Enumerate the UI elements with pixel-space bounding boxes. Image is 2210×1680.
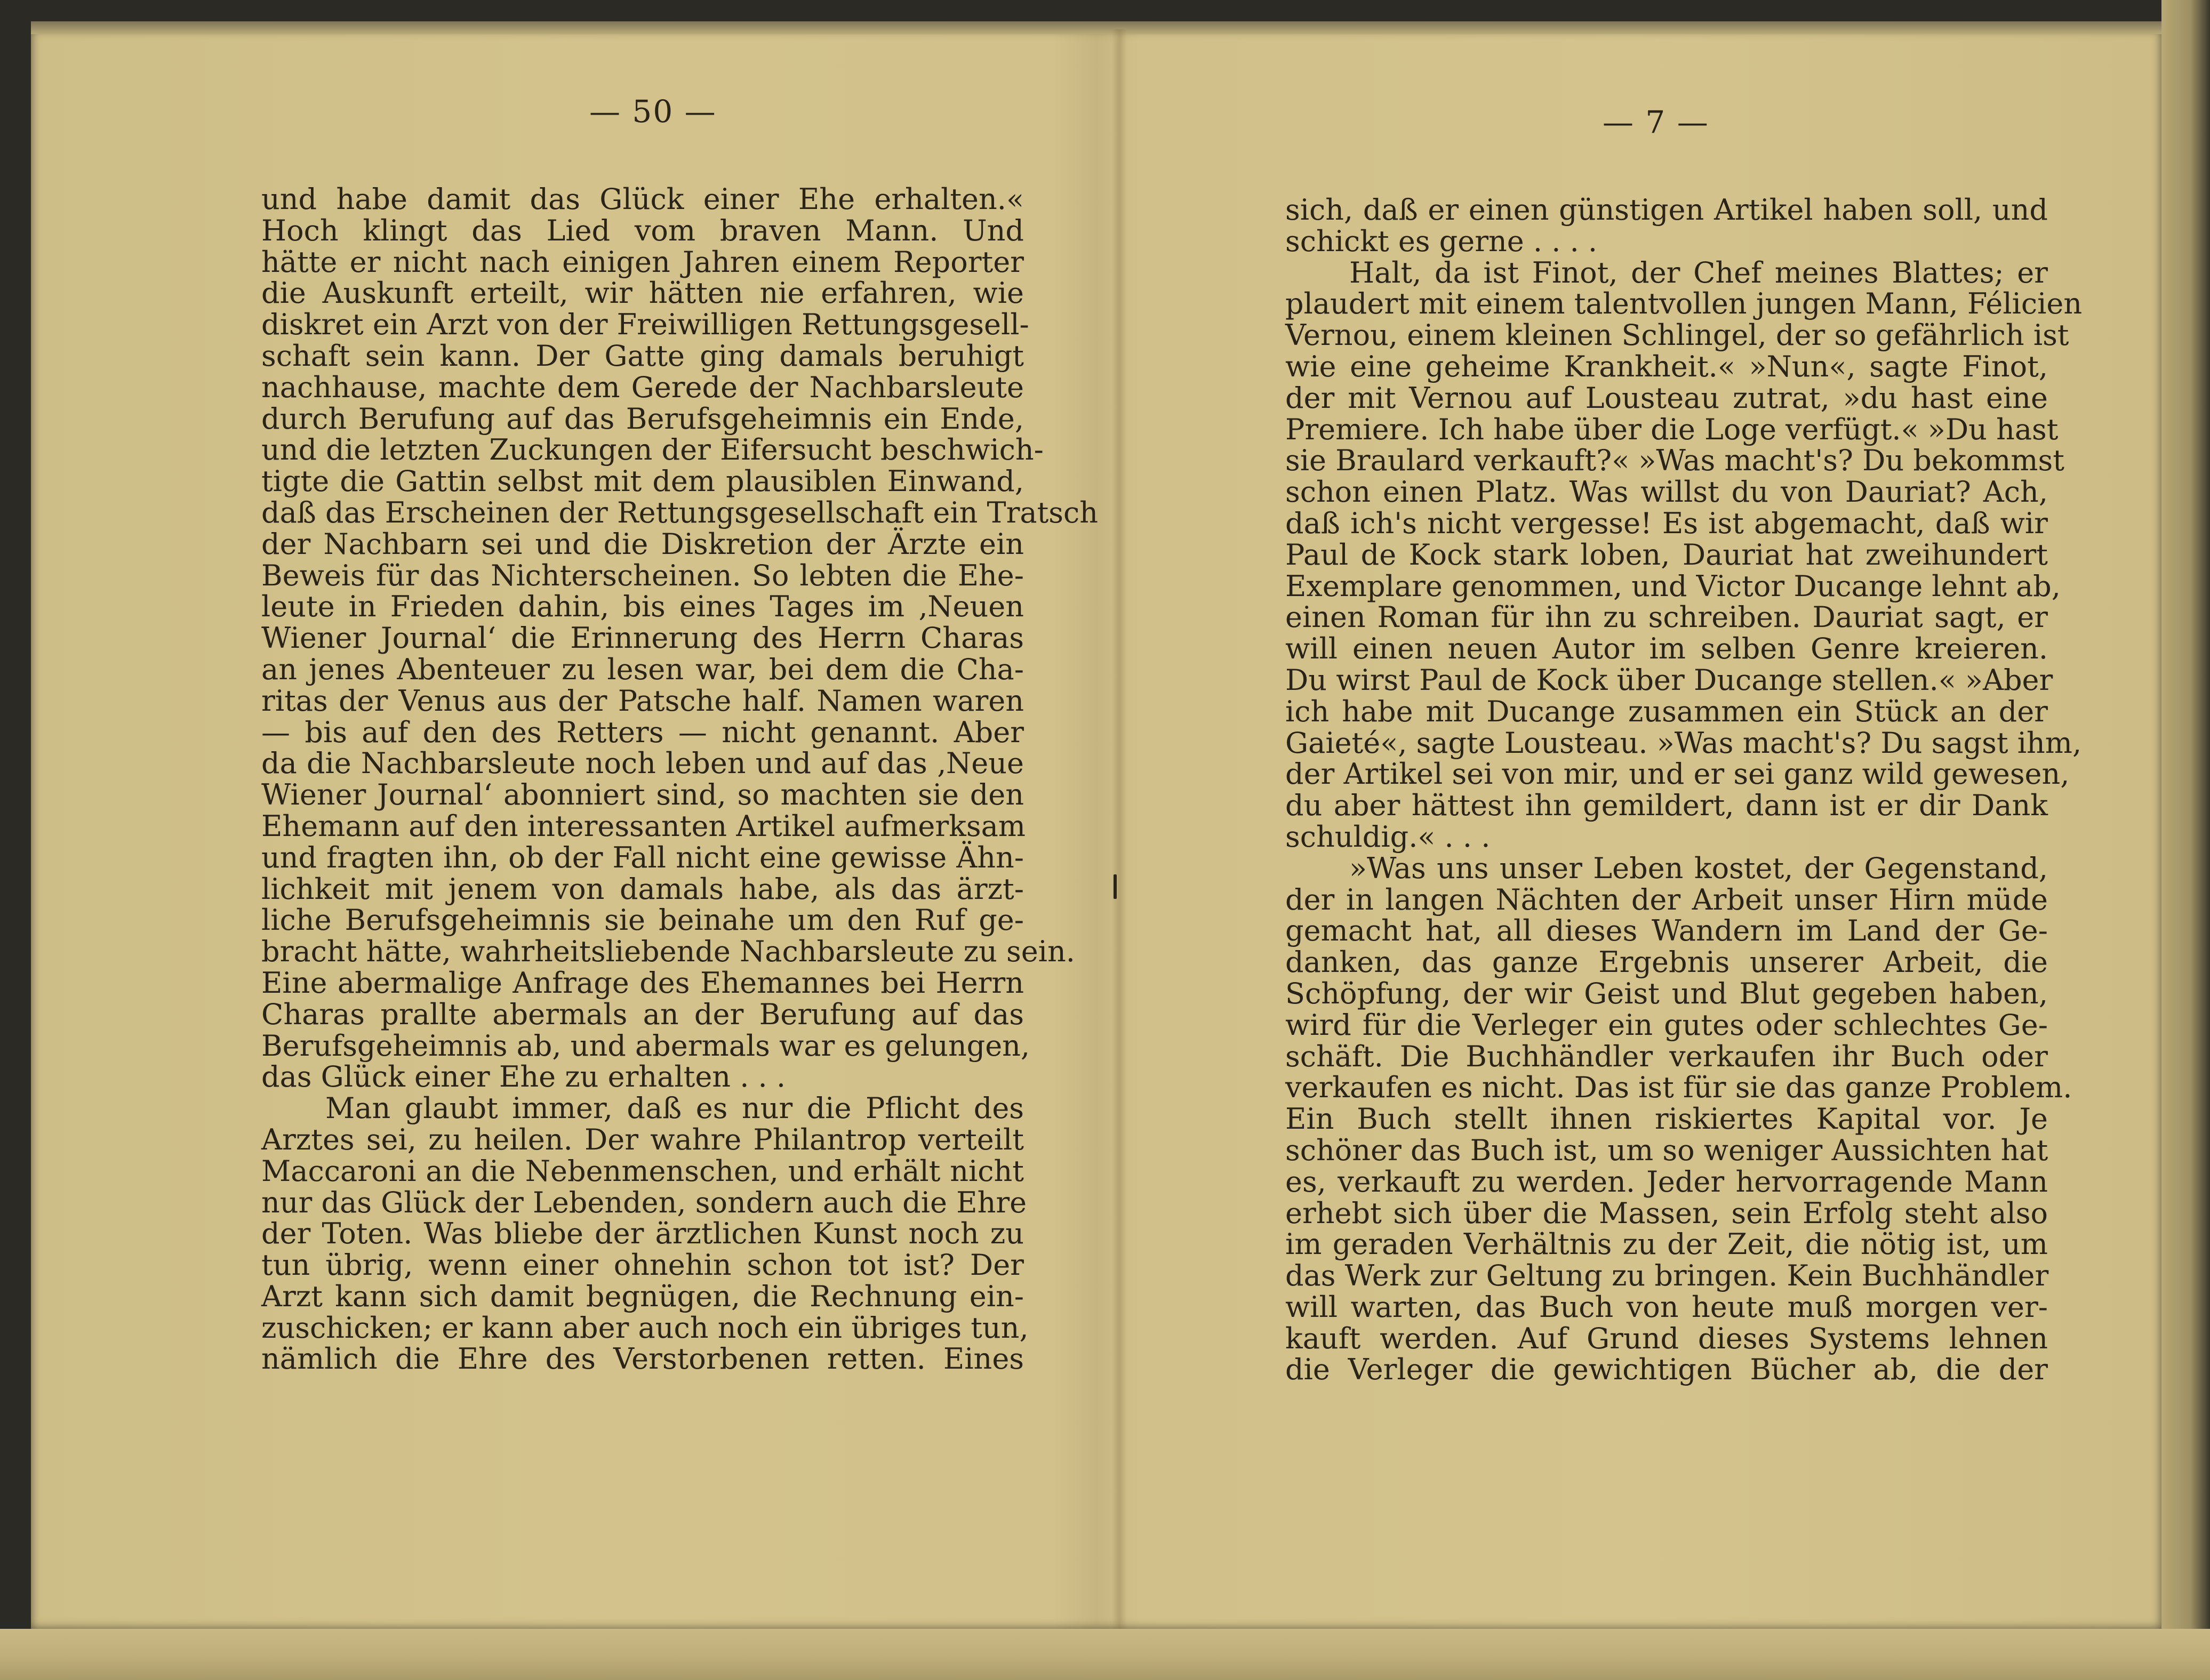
text-line: — bis auf den des Retters — nicht genannt. Aber: [261, 715, 1024, 749]
text-line: Beweis für das Nichterscheinen. So lebten die Ehe-: [261, 558, 1024, 592]
text-line: verkaufen es nicht. Das ist für sie das ganze Problem.: [1285, 1071, 2072, 1105]
text-line: Ehemann auf den interessanten Artikel aufmerksam: [261, 809, 1026, 843]
text-line: ich habe mit Ducange zusammen ein Stück an der: [1285, 694, 2048, 728]
text-line: an jenes Abenteuer zu lesen war, bei dem die Cha-: [261, 652, 1024, 686]
text-line: Du wirst Paul de Kock über Ducange stellen.« »Aber: [1285, 663, 2053, 697]
left-page-text: [261, 182, 1099, 1376]
text-line: hätte er nicht nach einigen Jahren einem Reporter: [261, 245, 1024, 279]
text-line: Man glaubt immer, daß es nur die Pflicht des: [325, 1091, 1024, 1126]
book-gutter: [1112, 29, 1127, 1629]
text-line: der Toten. Was bliebe der ärztlichen Kunst noch zu: [261, 1217, 1024, 1251]
text-line: schuldig.« . . .: [1285, 819, 1491, 854]
text-line: daß das Erscheinen der Rettungsgesellschaft ein Tratsch: [261, 495, 1099, 529]
text-line: schaft sein kann. Der Gatte ging damals beruhigt: [261, 339, 1024, 373]
text-line: durch Berufung auf das Berufsgeheimnis ein Ende,: [261, 401, 1024, 436]
right-page-number: — 7 —: [1603, 104, 1709, 140]
text-line: sie Braulard verkauft?« »Was macht's? Du bekommst: [1285, 444, 2064, 478]
text-line: leute in Frieden dahin, bis eines Tages im ‚Neuen: [261, 590, 1024, 624]
text-line: liche Berufsgeheimnis sie beinahe um den Ruf ge-: [261, 903, 1024, 937]
text-line: der in langen Nächten der Arbeit unser Hirn müde: [1285, 882, 2048, 917]
text-line: lichkeit mit jenem von damals habe, als das ärzt-: [261, 872, 1024, 906]
text-line: das Werk zur Geltung zu bringen. Kein Buchhändler: [1285, 1259, 2049, 1293]
text-line: Arzt kann sich damit begnügen, die Rechnung ein-: [261, 1279, 1024, 1313]
right-page-edge: [2161, 0, 2210, 1680]
text-line: im geraden Verhältnis zu der Zeit, die nötig ist, um: [1285, 1227, 2048, 1261]
left-page-number: — 50 —: [589, 93, 717, 130]
text-line: Exemplare genommen, und Victor Ducange lehnt ab,: [1285, 569, 2061, 603]
text-line: es, verkauft zu werden. Jeder hervorragende Mann: [1285, 1164, 2048, 1199]
gutter-mark: [1114, 874, 1117, 899]
text-line: Premiere. Ich habe über die Loge verfügt.« »Du hast: [1285, 412, 2059, 446]
bottom-page-edge: [0, 1629, 2210, 1680]
text-line: schöner das Buch ist, um so weniger Aussichten hat: [1285, 1133, 2048, 1167]
text-line: schickt es gerne . . . .: [1285, 224, 1598, 258]
text-line: kauft werden. Auf Grund dieses Systems lehnen: [1285, 1321, 2048, 1355]
text-line: schäft. Die Buchhändler verkaufen ihr Buch oder: [1285, 1039, 2048, 1073]
text-line: Wiener Journal‘ abonniert sind, so machten sie den: [261, 778, 1024, 812]
text-line: Charas prallte abermals an der Berufung auf das: [261, 997, 1024, 1031]
text-line: Eine abermalige Anfrage des Ehemannes bei Herrn: [261, 966, 1024, 1000]
text-line: erhebt sich über die Massen, sein Erfolg steht also: [1285, 1196, 2048, 1230]
text-line: Maccaroni an die Nebenmenschen, und erhält nicht: [261, 1154, 1024, 1188]
text-line: diskret ein Arzt von der Freiwilligen Rettungsgesell-: [261, 308, 1029, 342]
text-line: wie eine geheime Krankheit.« »Nun«, sagte Finot,: [1285, 349, 2048, 383]
text-line: Ein Buch stellt ihnen riskiertes Kapital vor. Je: [1285, 1102, 2048, 1136]
text-line: einen Roman für ihn zu schreiben. Dauriat sagt, er: [1285, 600, 2048, 634]
text-line: Schöpfung, der wir Geist und Blut gegeben haben,: [1285, 976, 2048, 1010]
text-line: daß ich's nicht vergesse! Es ist abgemacht, daß wir: [1285, 506, 2048, 540]
text-line: nämlich die Ehre des Verstorbenen retten. Eines: [261, 1342, 1024, 1376]
text-line: plaudert mit einem talentvollen jungen Mann, Félicien: [1285, 287, 2083, 321]
text-line: schon einen Platz. Was willst du von Dauriat? Ach,: [1285, 475, 2048, 509]
text-line: Arztes sei, zu heilen. Der wahre Philantrop verteilt: [261, 1122, 1024, 1156]
text-line: Hoch klingt das Lied vom braven Mann. Und: [261, 213, 1024, 247]
text-line: Wiener Journal‘ die Erinnerung des Herrn Charas: [261, 621, 1024, 655]
text-line: du aber hättest ihn gemildert, dann ist er dir Dank: [1285, 789, 2048, 823]
text-line: und die letzten Zuckungen der Eifersucht beschwich-: [261, 433, 1044, 467]
text-line: will einen neuen Autor im selben Genre kreieren.: [1285, 632, 2048, 666]
text-line: der Artikel sei von mir, und er sei ganz wild gewesen,: [1285, 757, 2070, 791]
text-line: der Nachbarn sei und die Diskretion der Ärzte ein: [261, 527, 1024, 561]
text-line: Halt, da ist Finot, der Chef meines Blattes; er: [1349, 255, 2048, 290]
right-page-text: [1285, 193, 2083, 1387]
text-line: nur das Glück der Lebenden, sondern auch die Ehre: [261, 1185, 1027, 1219]
text-line: Paul de Kock stark loben, Dauriat hat zweihundert: [1285, 537, 2048, 572]
text-line: und fragten ihn, ob der Fall nicht eine gewisse Ähn-: [261, 840, 1024, 874]
text-line: Vernou, einem kleinen Schlingel, der so gefährlich ist: [1285, 318, 2069, 352]
text-line: will warten, das Buch von heute muß morgen ver-: [1285, 1290, 2048, 1324]
text-line: ritas der Venus aus der Patsche half. Namen waren: [261, 684, 1024, 718]
text-line: danken, das ganze Ergebnis unserer Arbeit, die: [1285, 945, 2048, 979]
text-line: wird für die Verleger ein gutes oder schlechtes Ge-: [1285, 1008, 2048, 1042]
top-page-edge: [31, 21, 2161, 34]
text-line: Berufsgeheimnis ab, und abermals war es gelungen,: [261, 1028, 1030, 1063]
text-line: zuschicken; er kann aber auch noch ein übriges tun,: [261, 1311, 1029, 1345]
text-line: tun übrig, wenn einer ohnehin schon tot ist? Der: [261, 1248, 1024, 1282]
text-line: bracht hätte, wahrheitsliebende Nachbarsleute zu sein.: [261, 935, 1075, 969]
text-line: sich, daß er einen günstigen Artikel haben soll, und: [1285, 193, 2048, 227]
text-line: nachhause, machte dem Gerede der Nachbarsleute: [261, 370, 1024, 404]
text-line: und habe damit das Glück einer Ehe erhalten.«: [261, 182, 1024, 216]
text-line: der mit Vernou auf Lousteau zutrat, »du hast eine: [1285, 381, 2048, 415]
text-line: tigte die Gattin selbst mit dem plausiblen Einwand,: [261, 464, 1024, 499]
text-line: das Glück einer Ehe zu erhalten . . .: [261, 1060, 786, 1094]
text-line: die Verleger die gewichtigen Bücher ab, die der: [1285, 1353, 2048, 1387]
text-line: da die Nachbarsleute noch leben und auf das ‚Neue: [261, 746, 1024, 781]
text-line: die Auskunft erteilt, wir hätten nie erfahren, wie: [261, 276, 1024, 310]
text-line: »Was uns unser Leben kostet, der Gegenstand,: [1349, 851, 2048, 885]
text-line: gemacht hat, all dieses Wandern im Land der Ge-: [1285, 914, 2048, 948]
text-line: Gaieté«, sagte Lousteau. »Was macht's? Du sagst ihm,: [1285, 726, 2082, 760]
